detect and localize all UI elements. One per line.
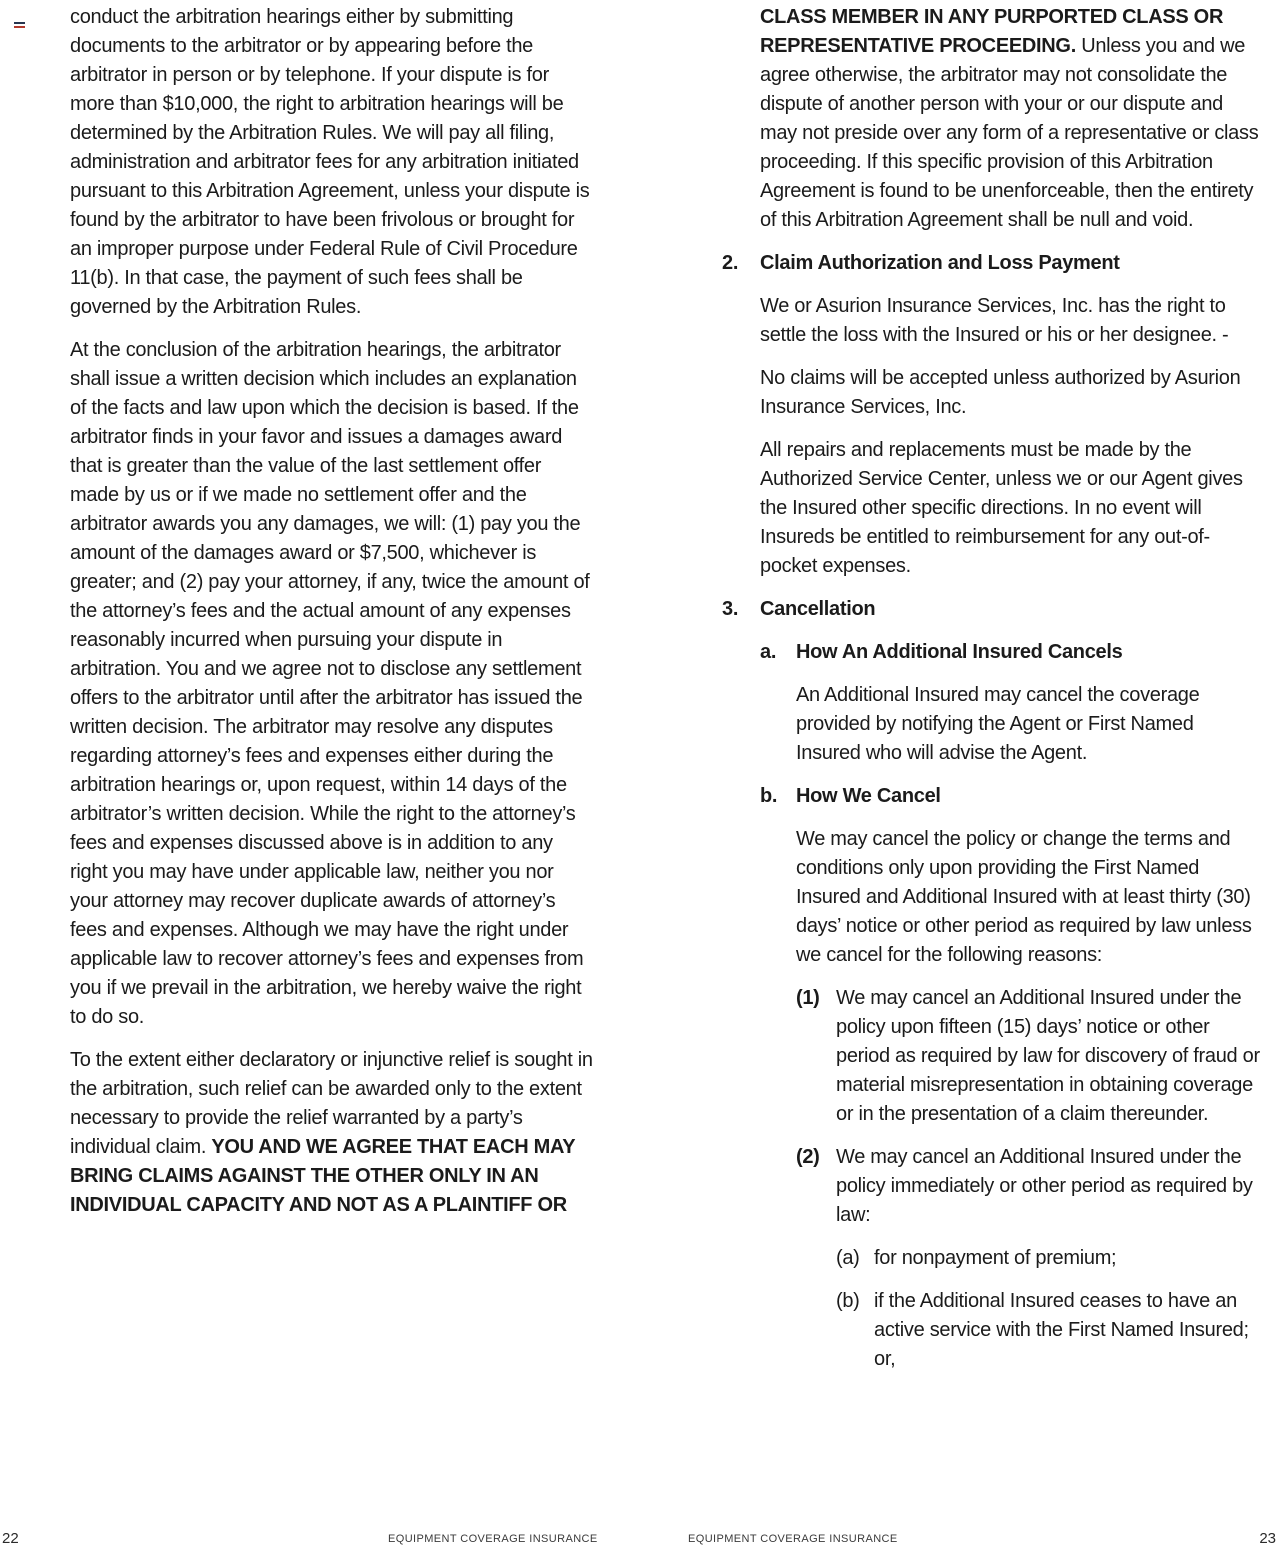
paragraph-cancel-policy-terms: We may cancel the policy or change the terms and conditions only upon providing the First Named Insured and Additional Insured with at least thirty (30) days’ notice or other period as required by law unless we cancel for the following reasons: — [796, 828, 1252, 966]
paragraph-cancel-fifteen-days: We may cancel an Additional Insured under the policy upon fifteen (15) days’ notice or other period as required by law for discovery of fraud or material misrepresentation in obtaining coverage or in the presentation of a claim thereunder. — [836, 987, 1260, 1125]
lettered-item-a — [836, 1244, 1262, 1273]
section-heading-cancellation — [722, 595, 1262, 624]
section-cancellation — [722, 595, 1262, 1374]
paragraph-arbitrator-decision: At the conclusion of the arbitration hearings, the arbitrator shall issue a written decision which includes an explanation of the facts and law upon which the decision is based. If the arbitrator finds in your favor and issues a damages award that is greater than the value of the last settlement offer made by us or if we made no settlement offer and the arbitrator awards you any damages, we will: (1) pay you the amount of the damages award or $7,500, whichever is greater; and (2) pay your attorney, if any, twice the amount of the attorney’s fees and the actual amount of any expenses reasonably incurred when pursuing your dispute in arbitration. You and we agree not to disclose any settlement offers to the arbitrator until after the arbitrator has issued the written decision. The arbitrator may resolve any disputes regarding attorney’s fees and expenses either during the arbitration hearings or, upon request, within 14 days of the arbitrator’s written decision. While the right to the attorney’s fees and expenses discussed above is in addition to any right you may have under applicable law, neither you nor your attorney may recover duplicate awards of attorney’s fees and expenses. Although we may have the right under applicable law to recover attorney’s fees and expenses from you if we prevail in the arbitration, we hereby waive the right to do so. — [70, 339, 590, 1028]
subsection-title: How We Cancel — [796, 785, 941, 807]
item-text — [836, 1143, 1262, 1374]
paragraph-bold-text: YOU AND WE AGREE THAT EACH MAY BRING CLAIMS AGAINST THE OTHER ONLY IN AN INDIVIDUAL CAPACITY AND NOT AS A PLAINTIFF OR — [70, 1136, 575, 1216]
page-corner-marker-icon — [14, 22, 25, 30]
subsection-body — [796, 681, 1262, 768]
page-footer — [0, 1529, 1280, 1547]
footer-title-left: EQUIPMENT COVERAGE INSURANCE — [388, 1533, 598, 1545]
section-heading-claim-authorization — [722, 249, 1262, 278]
lettered-item-letter: (a) — [836, 1247, 860, 1269]
subsection-heading — [760, 638, 1262, 667]
marker-bar-dark — [14, 22, 25, 24]
paragraph-regular-text: To the extent either declaratory or injunctive relief is sought in the arbitration, such relief can be awarded only to the extent necessary to provide the relief warranted by a party’s individual claim. — [70, 1049, 593, 1158]
marker-bar-red — [14, 26, 25, 28]
paragraph-no-claims: No claims will be accepted unless authorized by Asurion Insurance Services, Inc. — [760, 367, 1241, 418]
numbered-item-1 — [796, 984, 1262, 1129]
item-text — [836, 984, 1262, 1129]
page-number-right: 23 — [1259, 1530, 1276, 1547]
lettered-item-text: if the Additional Insured ceases to have an active service with the First Named Insured; or, — [874, 1290, 1249, 1370]
paragraph-regular-text: Unless you and we agree otherwise, the arbitrator may not consolidate the dispute of another person with your or our dispute and may not preside over any form of a representative or class proceeding. If this specific provision of this Arbitration Agreement is found to be unenforceable, then the entirety of this Arbitration Agreement shall be null and void. — [760, 35, 1259, 231]
paragraph-class-member — [760, 3, 1262, 235]
subsection-additional-insured-cancels — [760, 638, 1262, 768]
page-number-left: 22 — [2, 1530, 19, 1547]
subsection-how-we-cancel — [760, 782, 1262, 1374]
subsection-body — [796, 825, 1262, 1374]
section-number: 2. — [722, 252, 739, 274]
lettered-item-b — [836, 1287, 1262, 1374]
paragraph-declaratory-relief — [70, 1046, 594, 1220]
section-body-cancellation — [760, 638, 1262, 1374]
paragraph-repairs-replacements: All repairs and replacements must be made by the Authorized Service Center, unless we or our Agent gives the Insured other specific directions. In no event will Insureds be entitled to reimbursement for any out-of-pocket expenses. — [760, 439, 1243, 577]
section-title: Claim Authorization and Loss Payment — [760, 252, 1120, 274]
subsection-letter: b. — [760, 785, 778, 807]
lettered-item-letter: (b) — [836, 1290, 860, 1312]
paragraph-cancel-immediately: We may cancel an Additional Insured under the policy immediately or other period as required by law: — [836, 1146, 1253, 1226]
subsection-title: How An Additional Insured Cancels — [796, 641, 1123, 663]
subsection-heading — [760, 782, 1262, 811]
paragraph-bold-text: CLASS MEMBER IN ANY PURPORTED CLASS OR REPRESENTATIVE PROCEEDING. — [760, 6, 1224, 57]
section-number: 3. — [722, 598, 739, 620]
section-claim-authorization — [722, 249, 1262, 581]
left-page-column — [70, 3, 594, 1388]
paragraph-settle-loss: We or Asurion Insurance Services, Inc. has the right to settle the loss with the Insured or his or her designee. - — [760, 295, 1229, 346]
numbered-item-2 — [796, 1143, 1262, 1374]
subsection-letter: a. — [760, 641, 777, 663]
section-title: Cancellation — [760, 598, 876, 620]
item-number: (2) — [796, 1146, 820, 1168]
lettered-item-text: for nonpayment of premium; — [874, 1247, 1117, 1269]
paragraph-additional-insured-cancel: An Additional Insured may cancel the coverage provided by notifying the Agent or First Named Insured who will advise the Agent. — [796, 684, 1200, 764]
paragraph-arbitration-hearings: conduct the arbitration hearings either by submitting documents to the arbitrator or by appearing before the arbitrator in person or by telephone. If your dispute is for more than $10,000, the right to arbitration hearings will be determined by the Arbitration Rules. We will pay all filing, administration and arbitrator fees for any arbitration initiated pursuant to this Arbitration Agreement, unless your dispute is found by the arbitrator to have been frivolous or brought for an improper purpose under Federal Rule of Civil Procedure 11(b). In that case, the payment of such fees shall be governed by the Arbitration Rules. — [70, 6, 590, 318]
footer-title-right: EQUIPMENT COVERAGE INSURANCE — [688, 1533, 898, 1545]
right-page-column — [722, 3, 1262, 1388]
item-number: (1) — [796, 987, 820, 1009]
section-body-claim-authorization — [760, 292, 1262, 581]
